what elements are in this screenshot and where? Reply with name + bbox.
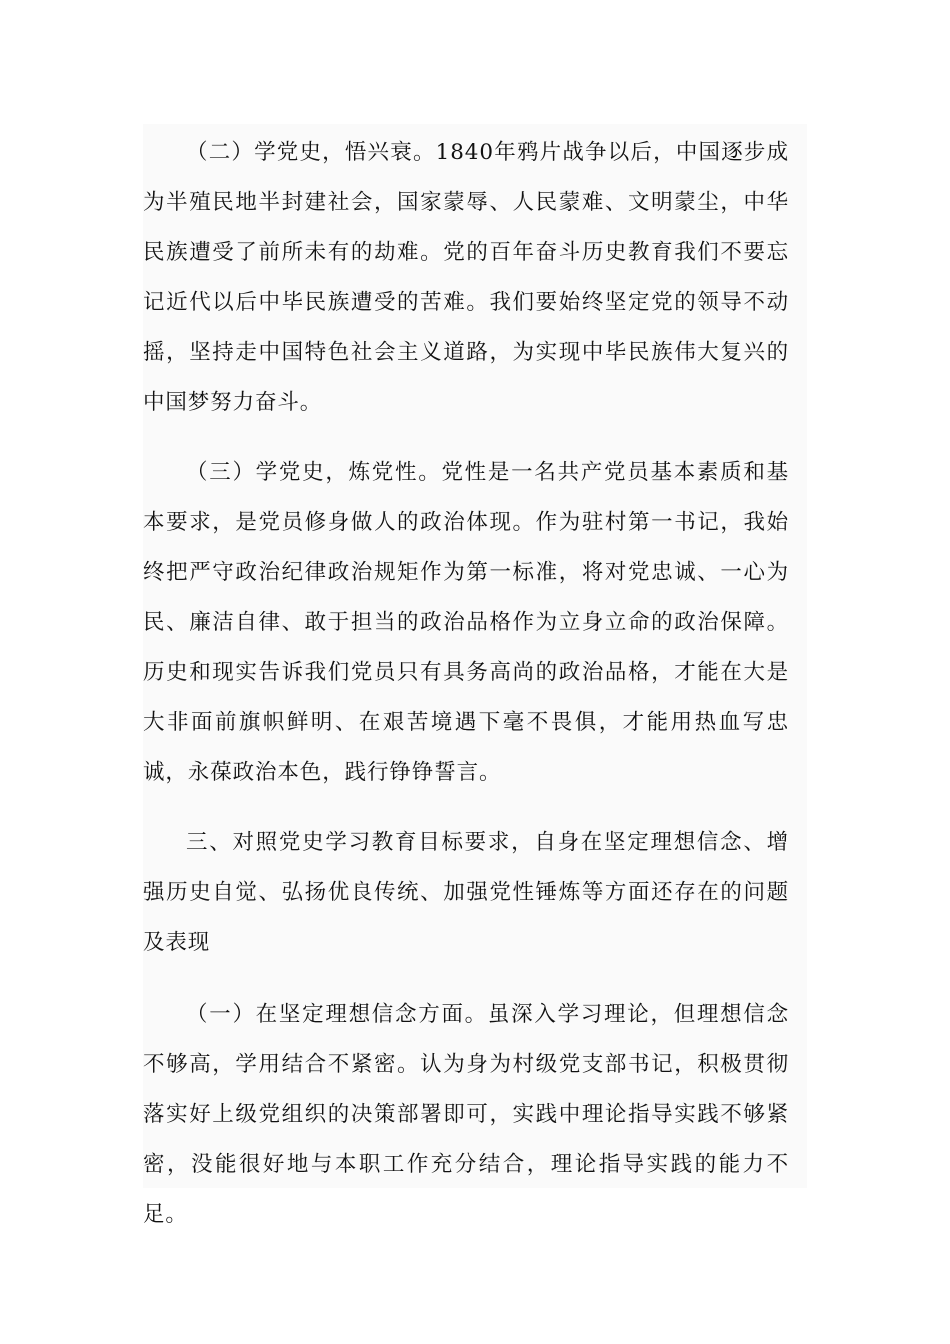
paragraph-ideals-beliefs: （一）在坚定理想信念方面。虽深入学习理论，但理想信念不够高，学用结合不紧密。认为身为村级党支部书记，积极贯彻落实好上级党组织的决策部署即可，实践中理论指导实践不够紧密，没能很好地与本职工作充分结合，理论指导实践的能力不足。 [143,1002,789,1227]
section-heading-problems: 三、对照党史学习教育目标要求，自身在坚定理想信念、增强历史自觉、弘扬优良传统、加强党性锤炼等方面还存在的问题及表现 [143,830,789,955]
paragraph-learn-history-rise-fall: （二）学党史，悟兴衰。1840年鸦片战争以后，中国逐步成为半殖民地半封建社会，国家蒙辱、人民蒙难、文明蒙尘，中华民族遭受了前所未有的劫难。党的百年奋斗历史教育我们不要忘记近代以后中毕民族遭受的苦难。我们要始终坚定党的领导不动摇，坚持走中国特色社会主义道路，为实现中毕民族伟大复兴的中国梦努力奋斗。 [143,140,789,415]
paragraph-learn-history-party-spirit: （三）学党史，炼党性。党性是一名共产党员基本素质和基本要求，是党员修身做人的政治体现。作为驻村第一书记，我始终把严守政治纪律政治规矩作为第一标准，将对党忠诚、一心为民、廉洁自律、敢于担当的政治品格作为立身立命的政治保障。历史和现实告诉我们党员只有具务高尚的政治品格，才能在大是大非面前旗帜鲜明、在艰苦境遇下毫不畏俱，才能用热血写忠诚，永葆政治本色，践行铮铮誓言。 [143,460,789,785]
